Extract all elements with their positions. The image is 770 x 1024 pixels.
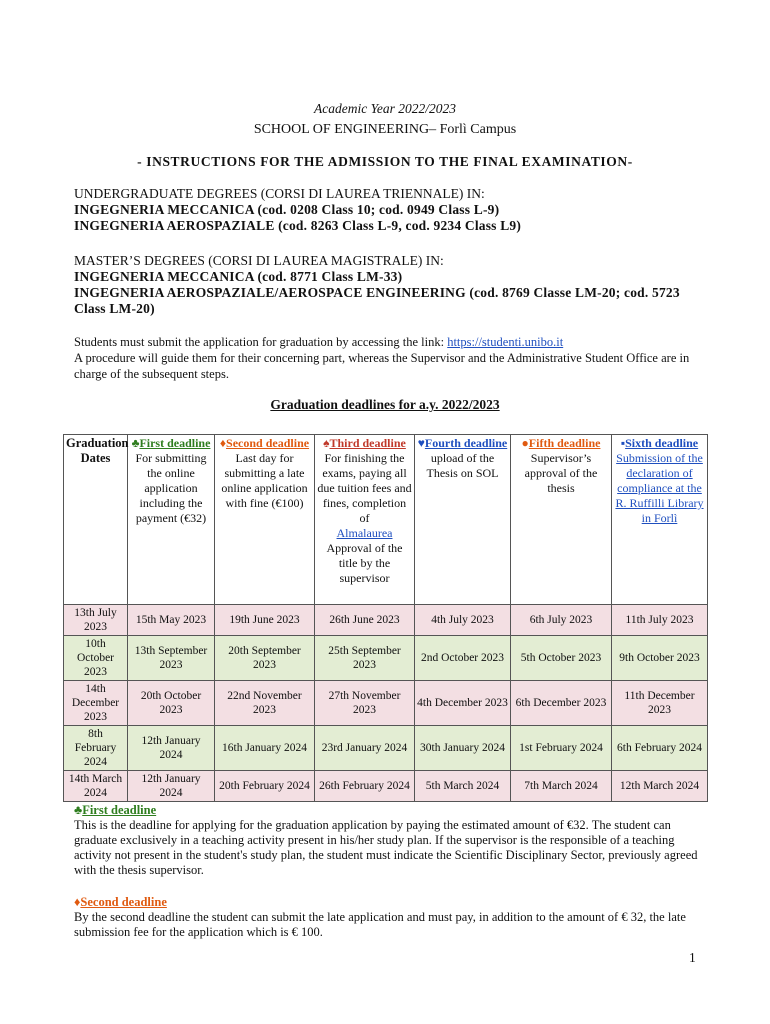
deadline-cell: 4th July 2023: [415, 605, 511, 636]
deadline-cell: 7th March 2024: [511, 771, 612, 802]
masters-line-1: INGEGNERIA MECCANICA (cod. 8771 Class LM-33): [74, 269, 403, 284]
deadline-cell: 20th September 2023: [215, 636, 315, 681]
fifth-deadline-desc: Supervisor’s approval of the thesis: [524, 451, 598, 495]
deadline-cell: 16th January 2024: [215, 726, 315, 771]
deadline-cell: 26th June 2023: [315, 605, 415, 636]
deadline-cell: 23rd January 2024: [315, 726, 415, 771]
undergraduate-line-2: INGEGNERIA AEROSPAZIALE (cod. 8263 Class L-9, cod. 9234 Class L9): [74, 218, 522, 233]
second-deadline-header: [215, 435, 315, 605]
graduation-date: 10th October 2023: [64, 636, 128, 681]
fourth-deadline-desc: upload of the Thesis on SOL: [426, 451, 499, 480]
deadlines-table: [63, 434, 708, 802]
studenti-link[interactable]: https://studenti.unibo.it: [447, 335, 564, 349]
almalaurea-link[interactable]: Almalaurea: [336, 526, 393, 540]
third-deadline-header: [315, 435, 415, 605]
heart-icon: ♥: [417, 436, 425, 450]
table-row: [64, 605, 708, 636]
deadline-cell: 22nd November 2023: [215, 681, 315, 726]
second-deadline-title: Second deadline: [226, 436, 310, 450]
undergraduate-intro: UNDERGRADUATE DEGREES (CORSI DI LAUREA TRIENNALE) IN:: [74, 186, 485, 201]
third-deadline-desc: For finishing the exams, paying all due tuition fees and fines, completion of: [317, 451, 412, 525]
deadline-cell: 5th October 2023: [511, 636, 612, 681]
submission-line: [74, 334, 702, 350]
club-icon: ♣: [131, 436, 140, 450]
spade-icon: ♠: [323, 436, 330, 450]
second-deadline-note-text: By the second deadline the student can submit the late application and must pay, in addition to the amount of € 32, the late submission fee for the application which is € 100.: [74, 910, 686, 939]
masters-intro: MASTER’S DEGREES (CORSI DI LAUREA MAGISTRALE) IN:: [74, 253, 444, 268]
square-icon: ▪: [620, 436, 626, 450]
page-number: 1: [689, 950, 696, 965]
deadline-cell: 12th January 2024: [128, 771, 215, 802]
diamond-icon: ♦: [219, 436, 227, 450]
fourth-deadline-header: [415, 435, 511, 605]
table-row: [64, 636, 708, 681]
table-header-row: [64, 435, 708, 605]
sixth-deadline-desc[interactable]: Submission of the declaration of compliance at the R. Ruffilli Library in Forlì: [615, 451, 704, 525]
fifth-deadline-title: Fifth deadline: [528, 436, 601, 450]
deadline-cell: 6th July 2023: [511, 605, 612, 636]
academic-year: Academic Year 2022/2023: [314, 101, 456, 116]
deadline-cell: 1st February 2024: [511, 726, 612, 771]
deadline-cell: 12th January 2024: [128, 726, 215, 771]
deadline-cell: 26th February 2024: [315, 771, 415, 802]
first-deadline-note-text: This is the deadline for applying for the graduation application by paying the estimated amount of €32. The student can graduate exclusively in a teaching activity present in his/her study plan. If the supervisor is the responsible of a teaching activity not present in the student's study plan, the student must indicate the Scientific Disciplinary Sector, previously agreed with the thesis supervisor.: [74, 818, 698, 877]
submission-procedure: A procedure will guide them for their concerning part, whereas the Supervisor and the Administrative Student Office are in charge of the subsequent steps.: [74, 351, 690, 381]
first-deadline-note-title: First deadline: [82, 803, 157, 817]
club-icon: ♣: [74, 803, 83, 817]
masters-section: [74, 253, 702, 317]
deadline-cell: 15th May 2023: [128, 605, 215, 636]
third-deadline-desc-2: Approval of the title by the supervisor: [326, 541, 403, 585]
second-deadline-desc: Last day for submitting a late online application with fine (€100): [221, 451, 308, 510]
table-row: [64, 681, 708, 726]
third-deadline-title: Third deadline: [329, 436, 406, 450]
deadline-cell: 12th March 2024: [612, 771, 708, 802]
deadline-cell: 6th December 2023: [511, 681, 612, 726]
first-deadline-desc: For submitting the online application including the payment (€32): [135, 451, 207, 525]
deadline-cell: 6th February 2024: [612, 726, 708, 771]
fourth-deadline-title: Fourth deadline: [424, 436, 508, 450]
instructions-heading: - INSTRUCTIONS FOR THE ADMISSION TO THE FINAL EXAMINATION-: [137, 154, 633, 169]
sixth-deadline-header: [612, 435, 708, 605]
undergraduate-section: [74, 186, 702, 234]
deadline-cell: 25th September 2023: [315, 636, 415, 681]
deadline-cell: 27th November 2023: [315, 681, 415, 726]
deadline-cell: 30th January 2024: [415, 726, 511, 771]
deadline-cell: 4th December 2023: [415, 681, 511, 726]
graduation-date: 14th December 2023: [64, 681, 128, 726]
sixth-deadline-title: Sixth deadline: [625, 436, 699, 450]
table-row: [64, 771, 708, 802]
deadlines-table-title: Graduation deadlines for a.y. 2022/2023: [270, 397, 500, 412]
second-deadline-note-title: Second deadline: [80, 895, 167, 909]
fifth-deadline-header: [511, 435, 612, 605]
first-deadline-note: [74, 803, 702, 878]
deadline-cell: 11th July 2023: [612, 605, 708, 636]
graduation-date: 14th March 2024: [64, 771, 128, 802]
masters-line-2: INGEGNERIA AEROSPAZIALE/AEROSPACE ENGINEERING (cod. 8769 Classe LM-20; cod. 5723 Class LM-20): [74, 285, 680, 316]
first-deadline-header: [128, 435, 215, 605]
diamond-icon: ♦: [74, 895, 81, 909]
deadline-cell: 13th September 2023: [128, 636, 215, 681]
table-row: [64, 726, 708, 771]
deadline-cell: 9th October 2023: [612, 636, 708, 681]
undergraduate-line-1: INGEGNERIA MECCANICA (cod. 0208 Class 10; cod. 0949 Class L-9): [74, 202, 500, 217]
graduation-dates-header: Graduation Dates: [64, 435, 128, 605]
deadline-cell: 20th February 2024: [215, 771, 315, 802]
deadline-cell: 2nd October 2023: [415, 636, 511, 681]
first-deadline-title: First deadline: [139, 436, 211, 450]
circle-icon: ●: [521, 436, 529, 450]
submission-paragraph: [74, 334, 702, 382]
graduation-date: 8th February 2024: [64, 726, 128, 771]
second-deadline-note: [74, 895, 702, 940]
deadline-cell: 19th June 2023: [215, 605, 315, 636]
deadline-cell: 11th December 2023: [612, 681, 708, 726]
submission-text: Students must submit the application for graduation by accessing the link:: [74, 335, 448, 349]
deadline-cell: 20th October 2023: [128, 681, 215, 726]
graduation-date: 13th July 2023: [64, 605, 128, 636]
deadline-cell: 5th March 2024: [415, 771, 511, 802]
school-title: SCHOOL OF ENGINEERING– Forlì Campus: [253, 122, 517, 137]
